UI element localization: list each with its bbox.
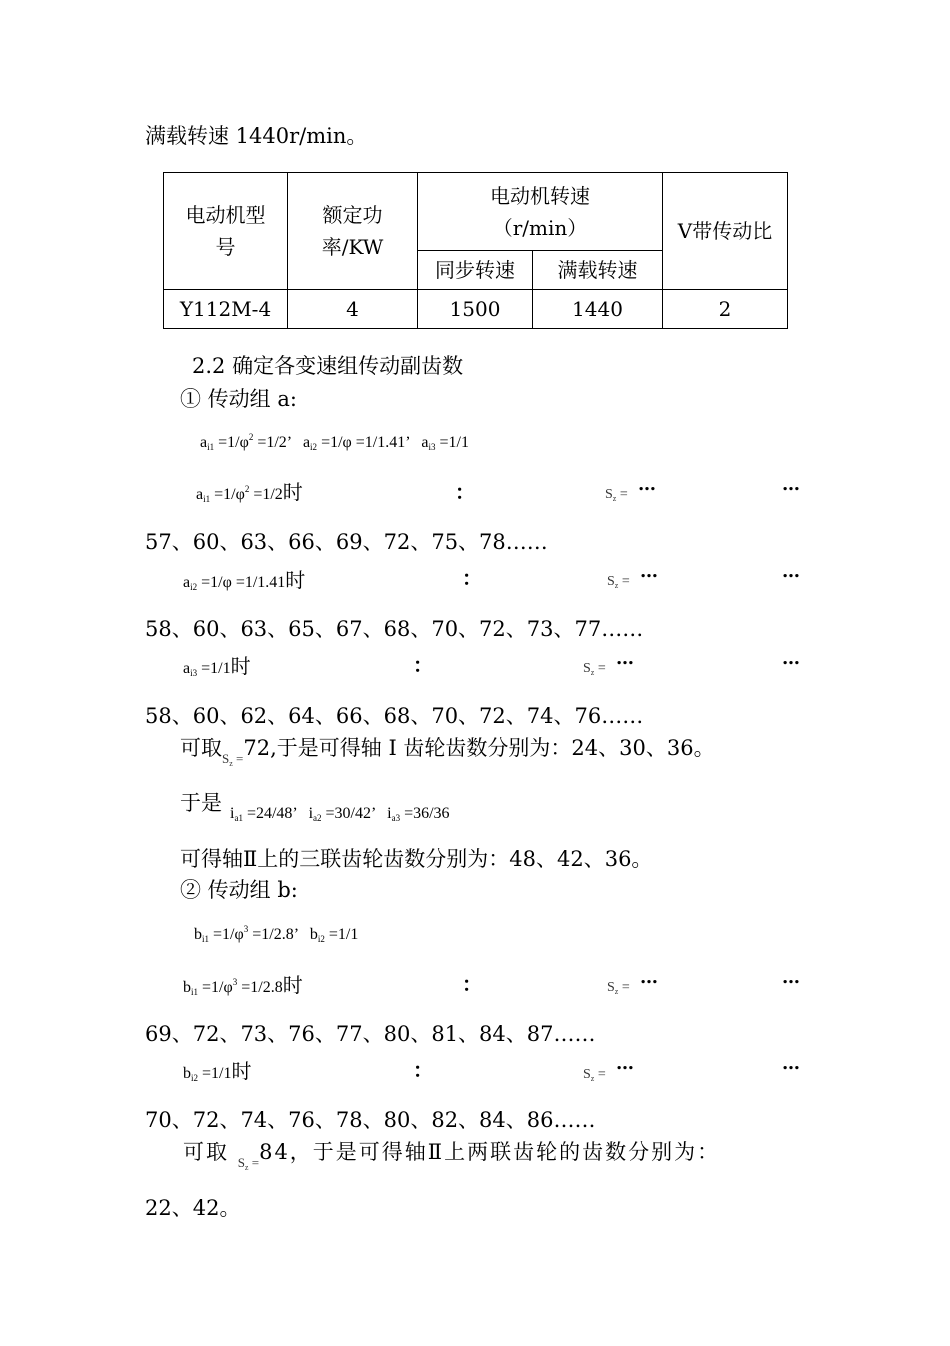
sz-label: $S_z$ = — [605, 487, 628, 503]
group-a-ratios: $a_{i1} =1/\varphi^2 =1/2$’ $a_{i2} =1/\varphi =1/1.41$’ $a_{i3} =1/1$ — [200, 432, 469, 452]
group-a-title: ① 传动组 a: — [180, 387, 297, 411]
header-rated-power: 额定功率/KW — [288, 173, 418, 290]
group-a-case3: $a_{i3} =1/1$时 — [183, 654, 251, 678]
sz-label: $S_z$ = — [607, 980, 630, 996]
header-motor-speed: 电动机转速（r/min） — [418, 173, 663, 251]
cell-full: 1440 — [533, 290, 663, 329]
header-v-belt-ratio: V带传动比 — [663, 173, 788, 290]
header-motor-model: 电动机型号 — [164, 173, 288, 290]
ellipsis-mark: … — [782, 474, 800, 495]
group-b-title: ② 传动组 b: — [180, 878, 298, 902]
group-a-ia-label: 于是 — [180, 791, 222, 815]
ellipsis-mark: … — [782, 1053, 800, 1074]
group-b-ratios: $b_{i1} =1/\varphi^3 =1/2.8$’ $b_{i2} =1/1$ — [194, 924, 359, 944]
group-b-seq1: 69、72、73、76、77、80、81、84、87…… — [145, 1022, 596, 1046]
sz-label: $S_z$ = — [583, 661, 606, 677]
motor-spec-table — [163, 172, 788, 329]
group-b-case2: $b_{i2} =1/1$时 — [183, 1059, 252, 1083]
ellipsis-mark: … — [782, 967, 800, 988]
group-a-seq2: 58、60、63、65、67、68、70、72、73、77…… — [145, 617, 644, 641]
header-sync-speed: 同步转速 — [418, 251, 533, 290]
intro-text: 满载转速 1440r/min。 — [145, 124, 368, 148]
ellipsis-mark: … — [640, 967, 658, 988]
ellipsis-mark: … — [640, 561, 658, 582]
group-b-choice: 可取 $_{S_z =}$84，于是可得轴Ⅱ上两联齿轮的齿数分别为： — [183, 1140, 721, 1172]
colon-mark: ： — [455, 480, 475, 504]
colon-mark: ： — [462, 972, 482, 996]
ellipsis-mark: … — [782, 648, 800, 669]
ellipsis-mark: … — [616, 648, 634, 669]
group-a-case2: $a_{i2} =1/\varphi =1/1.41$时 — [183, 568, 306, 592]
ellipsis-mark: … — [638, 474, 656, 495]
ellipsis-mark: … — [782, 561, 800, 582]
group-a-ia-ratios: $i_{a1} =24/48$’ $i_{a2} =30/42$’ $i_{a3} =36/36$ — [230, 805, 450, 823]
cell-power: 4 — [288, 290, 418, 329]
group-b-case1: $b_{i1} =1/\varphi^3 =1/2.8$时 — [183, 973, 303, 997]
sz-label: $S_z$ = — [583, 1067, 606, 1083]
header-full-load-speed: 满载转速 — [533, 251, 663, 290]
colon-mark: ： — [413, 653, 433, 677]
section-title: 2.2 确定各变速组传动副齿数 — [192, 354, 464, 378]
colon-mark: ： — [462, 566, 482, 590]
group-a-seq3: 58、60、62、64、66、68、70、72、74、76…… — [145, 704, 644, 728]
group-a-seq1: 57、60、63、66、69、72、75、78…… — [145, 530, 548, 554]
sz-label: $S_z$ = — [607, 574, 630, 590]
cell-sync: 1500 — [418, 290, 533, 329]
group-b-seq2: 70、72、74、76、78、80、82、84、86…… — [145, 1108, 596, 1132]
colon-mark: ： — [413, 1058, 433, 1082]
cell-model: Y112M-4 — [164, 290, 288, 329]
group-b-final: 22、42。 — [145, 1196, 241, 1220]
cell-ratio: 2 — [663, 290, 788, 329]
group-a-case1: $a_{i1} =1/\varphi^2 =1/2$时 — [196, 480, 303, 504]
group-a-choice: 可取$_{S_z =}$72,于是可得轴 I 齿轮齿数分别为：24、30、36。 — [180, 736, 715, 768]
group-a-result: 可得轴Ⅱ上的三联齿轮齿数分别为：48、42、36。 — [180, 847, 653, 871]
ellipsis-mark: … — [616, 1053, 634, 1074]
